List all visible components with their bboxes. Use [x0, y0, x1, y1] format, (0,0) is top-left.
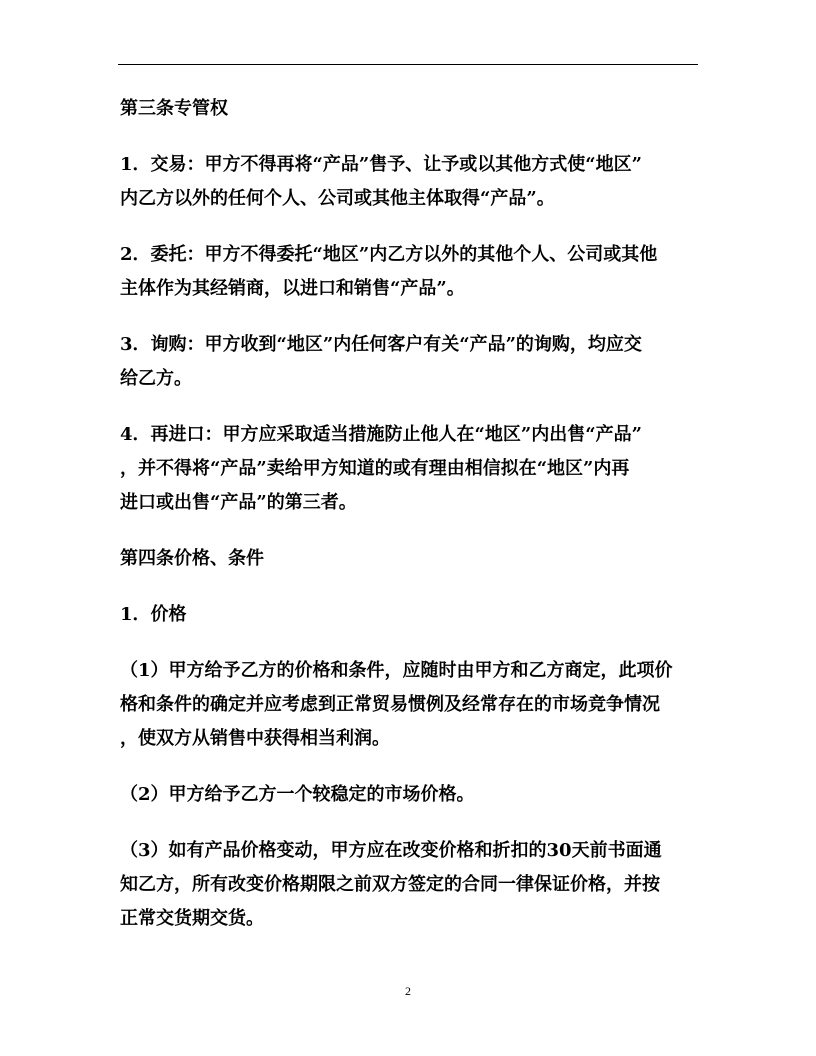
clause-4-1-3 [120, 834, 700, 936]
paragraph-line: 1．价格 [120, 604, 187, 625]
paragraph-line: 进口或出售“产品”的第三者。 [120, 492, 357, 513]
paragraph-line: 3．询购：甲方收到“地区”内任何客户有关“产品”的询购，均应交 [120, 334, 642, 355]
paragraph-line: ，并不得将“产品”卖给甲方知道的或有理由相信拟在“地区”内再 [120, 458, 630, 479]
paragraph-line: 主体作为其经销商，以进口和销售“产品”。 [120, 278, 465, 299]
clause-3-1 [120, 148, 700, 216]
heading-article-3 [120, 92, 700, 126]
paragraph-line: 1．交易：甲方不得再将“产品”售予、让予或以其他方式使“地区” [120, 154, 642, 175]
page-number: 2 [405, 984, 411, 998]
clause-3-2 [120, 238, 700, 306]
paragraph-line: 2．委托：甲方不得委托“地区”内乙方以外的其他个人、公司或其他 [120, 244, 658, 265]
heading-article-4 [120, 542, 700, 576]
paragraph-line: （3）如有产品价格变动，甲方应在改变价格和折扣的30天前书面通 [120, 840, 662, 861]
clause-3-4 [120, 418, 700, 520]
clause-4-1 [120, 598, 700, 632]
paragraph-line: 给乙方。 [120, 368, 192, 389]
header-rule [118, 64, 698, 65]
paragraph-line: 正常交货期交货。 [120, 908, 264, 929]
paragraph-line: （2）甲方给予乙方一个较稳定的市场价格。 [120, 784, 475, 805]
heading-line: 第四条价格、条件 [120, 548, 264, 569]
paragraph-line: 内乙方以外的任何个人、公司或其他主体取得“产品”。 [120, 188, 555, 209]
document-body [120, 92, 700, 936]
paragraph-line: ，使双方从销售中获得相当利润。 [120, 728, 390, 749]
heading-line: 第三条专管权 [120, 98, 228, 119]
clause-4-1-1 [120, 654, 700, 756]
paragraph-line: 格和条件的确定并应考虑到正常贸易惯例及经常存在的市场竞争情况 [120, 694, 660, 715]
paragraph-line: 知乙方，所有改变价格期限之前双方签定的合同一律保证价格，并按 [120, 874, 660, 895]
paragraph-line: （1）甲方给予乙方的价格和条件，应随时由甲方和乙方商定，此项价 [120, 660, 673, 681]
clause-4-1-2 [120, 778, 700, 812]
paragraph-line: 4．再进口：甲方应采取适当措施防止他人在“地区”内出售“产品” [120, 424, 642, 445]
clause-3-3 [120, 328, 700, 396]
